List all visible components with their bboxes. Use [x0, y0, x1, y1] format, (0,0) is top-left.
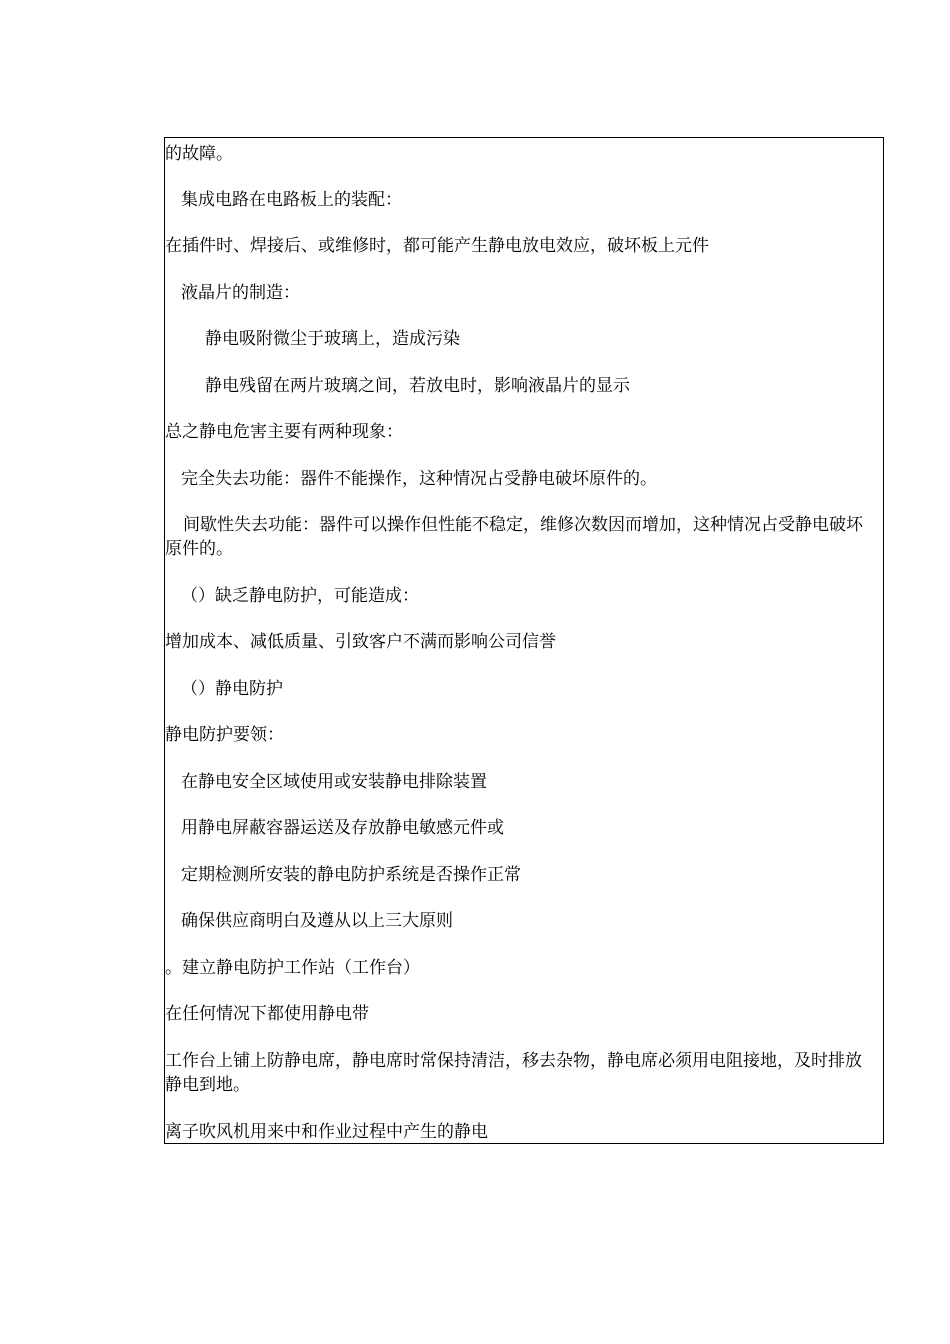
- text-line-12: （）静电防护: [181, 679, 283, 699]
- text-line-10: （）缺乏静电防护，可能造成：: [181, 586, 419, 606]
- text-line-13: 静电防护要领：: [165, 725, 284, 745]
- text-line-3: 在插件时、焊接后、或维修时，都可能产生静电放电效应，破坏板上元件: [165, 236, 709, 256]
- text-line-6: 静电残留在两片玻璃之间，若放电时，影响液晶片的显示: [205, 376, 630, 396]
- text-line-11: 增加成本、减低质量、引致客户不满而影响公司信誉: [165, 632, 556, 652]
- text-paragraph-9: 间歇性失去功能：器件可以操作但性能不稳定，维修次数因而增加，这种情况占受静电破坏原件的。: [165, 515, 863, 559]
- text-line-8: 完全失去功能：器件不能操作，这种情况占受静电破坏原件的。: [181, 469, 657, 489]
- text-line-5: 静电吸附微尘于玻璃上，造成污染: [205, 329, 460, 349]
- text-line-7: 总之静电危害主要有两种现象：: [165, 422, 403, 442]
- text-line-17: 确保供应商明白及遵从以上三大原则: [181, 911, 453, 931]
- text-line-2: 集成电路在电路板上的装配：: [181, 190, 402, 210]
- text-line-16: 定期检测所安装的静电防护系统是否操作正常: [181, 865, 521, 885]
- text-line-4: 液晶片的制造：: [181, 283, 300, 303]
- text-line-19: 在任何情况下都使用静电带: [165, 1004, 369, 1024]
- text-line-15: 用静电屏蔽容器运送及存放静电敏感元件或: [181, 818, 504, 838]
- text-line-14: 在静电安全区域使用或安装静电排除装置: [181, 772, 487, 792]
- text-line-18: 。建立静电防护工作站（工作台）: [165, 958, 420, 978]
- text-line-1: 的故障。: [165, 144, 233, 164]
- document-content-box: [164, 137, 884, 1144]
- text-paragraph-20: 工作台上铺上防静电席，静电席时常保持清洁，移去杂物，静电席必须用电阻接地，及时排放静电到地。: [165, 1051, 862, 1095]
- text-line-21: 离子吹风机用来中和作业过程中产生的静电: [165, 1122, 488, 1142]
